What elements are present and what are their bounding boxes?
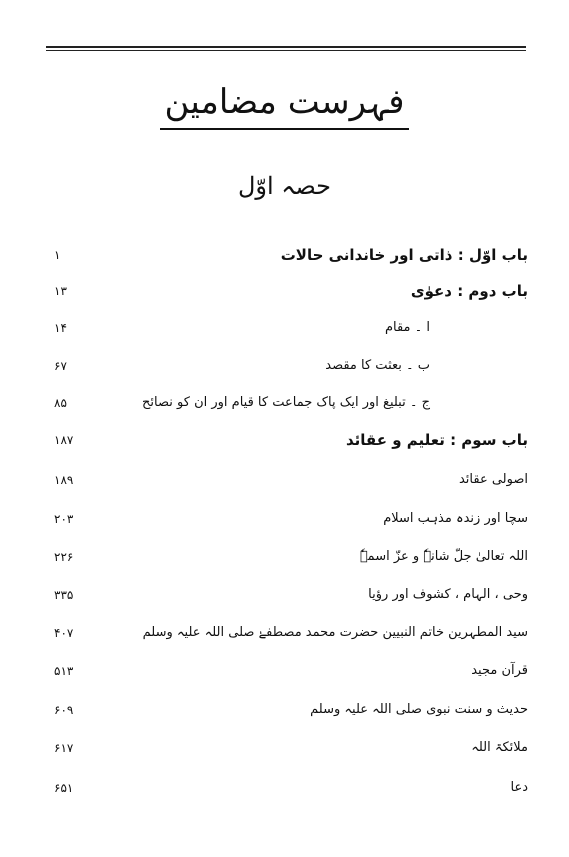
top-rule (46, 46, 526, 48)
toc-entry-label: باب اوّل : ذاتی اور خاندانی حالات (280, 246, 528, 264)
toc-page-number: ۳۳۵ (54, 588, 74, 602)
toc-row (40, 504, 528, 534)
toc-row (40, 542, 528, 572)
toc-row (40, 618, 528, 648)
toc-page-number: ۶۷ (54, 359, 67, 373)
page-title (0, 80, 569, 130)
toc-entry-label: دعا (510, 780, 528, 795)
toc-page-number: ۶۱۷ (54, 741, 74, 755)
toc-entry-label: اصولی عقائد (458, 472, 528, 487)
toc-entry-label: ا ۔ مقام (384, 320, 430, 335)
toc-page-number: ۱۳ (54, 284, 67, 298)
toc-row (40, 425, 528, 455)
toc-page-number: ۱۸۷ (54, 433, 74, 447)
toc-entry-label: حدیث و سنت نبوی صلی اللہ علیہ وسلم (310, 702, 528, 717)
toc-entry-label: سچا اور زندہ مذہب اسلام (383, 511, 528, 526)
toc-entry-label: باب سوم : تعلیم و عقائد (346, 431, 528, 449)
toc-row (40, 276, 528, 306)
toc-row (40, 733, 528, 763)
toc-page-number: ۴۰۷ (54, 626, 74, 640)
toc-page-number: ۱۴ (54, 321, 67, 335)
toc-entry-label: قرآن مجید (471, 663, 528, 678)
toc-row (40, 313, 528, 343)
toc-page-number: ۶۵۱ (54, 781, 74, 795)
toc-row (40, 580, 528, 610)
toc-page-number: ۲۲۶ (54, 550, 74, 564)
toc-entry-label: ب ۔ بعثت کا مقصد (325, 358, 430, 373)
toc-entry-label: باب دوم : دعوٰی (410, 282, 528, 300)
section-title: حصہ اوّل (237, 172, 332, 200)
toc-row (40, 465, 528, 495)
toc-page-number: ۸۵ (54, 396, 67, 410)
toc-page-number: ۱ (54, 248, 61, 262)
page-title-text: فہرست مضامین (160, 80, 408, 130)
toc-entry-label: وحی ، الہام ، کشوف اور رؤیا (368, 587, 528, 602)
toc-page-number: ۵۱۳ (54, 664, 74, 678)
toc-entry-label: سید المطہرین خاتم النبیین حضرت محمد مصطفےٰ صلی اللہ علیہ وسلم (142, 625, 528, 640)
toc-page-number: ۲۰۳ (54, 512, 74, 526)
toc-page-number: ۶۰۹ (54, 703, 74, 717)
toc-row (40, 351, 528, 381)
toc-entry-label: ج ۔ تبلیغ اور ایک پاک جماعت کا قیام اور ان کو نصائح (142, 395, 430, 410)
toc-page-number: ۱۸۹ (54, 473, 74, 487)
toc-row (40, 695, 528, 725)
toc-entry-label: ملائکۃ اللہ (471, 740, 528, 755)
toc-row (40, 773, 528, 803)
toc-row (40, 240, 528, 270)
toc-entry-label: اللہ تعالیٰ جلّ شانہٗ و عزّ اسمہٗ (359, 549, 528, 564)
top-rule-thin (46, 50, 526, 51)
toc-row (40, 656, 528, 686)
toc-row (40, 388, 528, 418)
